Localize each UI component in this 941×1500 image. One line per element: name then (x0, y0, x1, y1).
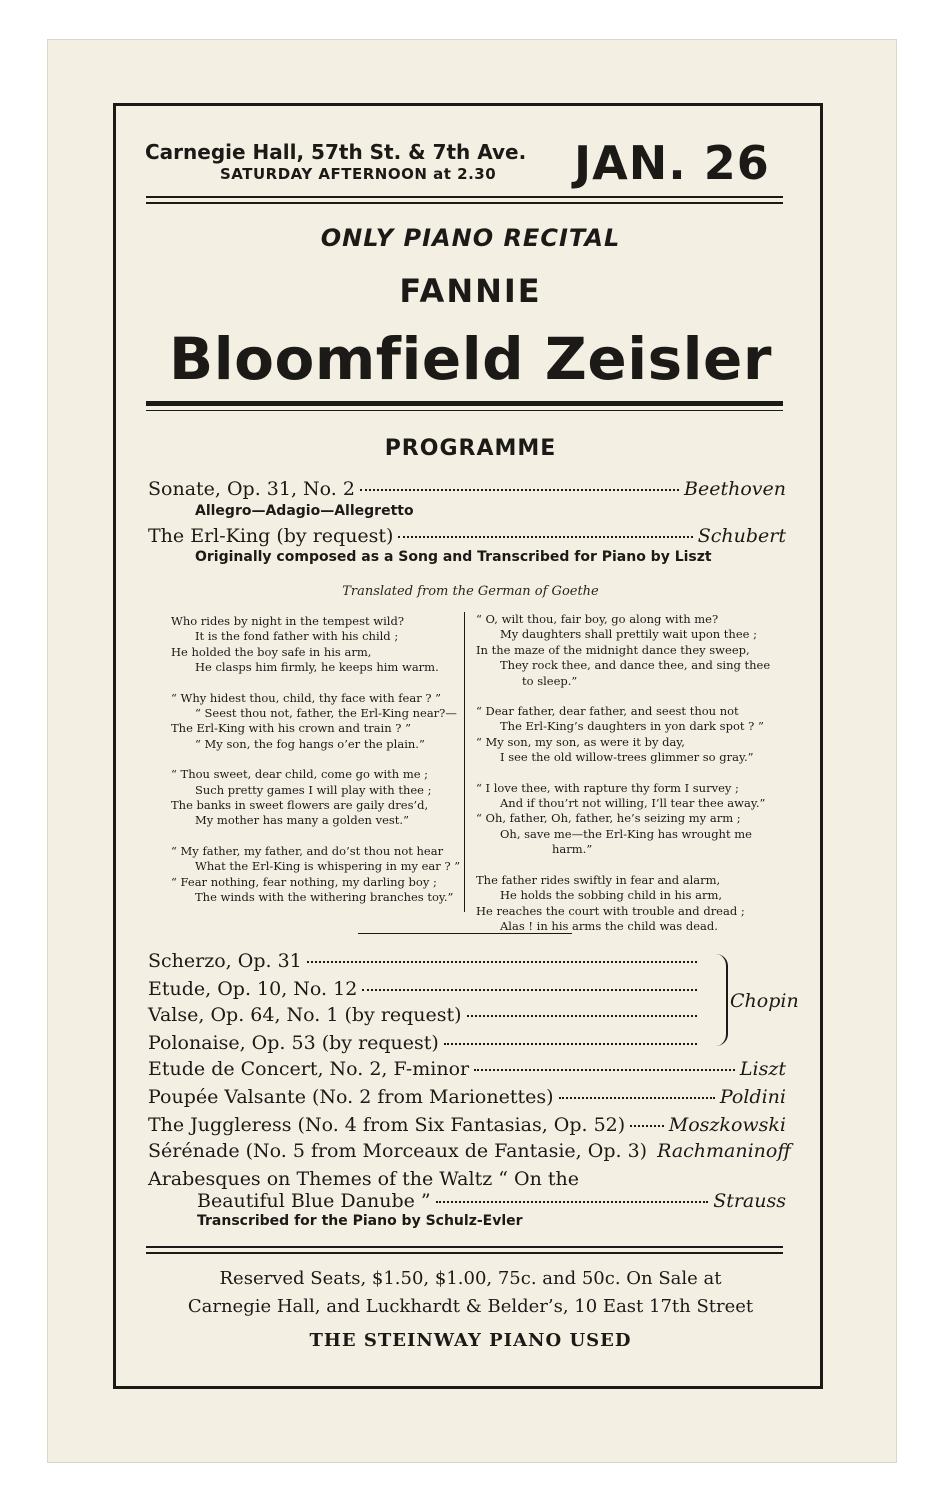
programme-item (148, 950, 702, 972)
performer-name: Bloomfield Zeisler (169, 325, 772, 393)
piece-title-continued: Beautiful Blue Danube ” (197, 1190, 431, 1212)
poem-line: In the maze of the midnight dance they sweep, (476, 642, 750, 657)
poem-line: The father rides swiftly in fear and alarm, (476, 872, 721, 887)
poem-line: I see the old willow-trees glimmer so gray.” (500, 750, 754, 765)
leader-dots (474, 1069, 735, 1071)
poem-line: He holds the sobbing child in his arm, (500, 888, 723, 903)
piece-title: Polonaise, Op. 53 (by request) (148, 1032, 439, 1054)
piece-note: Originally composed as a Song and Transcribed for Piano by Liszt (195, 549, 712, 565)
poem-line: The winds with the withering branches toy.” (195, 890, 454, 905)
programme-item (148, 1114, 786, 1136)
poem-line: “ Dear father, dear father, and seest thou not (476, 704, 739, 719)
piece-title: Valse, Op. 64, No. 1 (by request) (148, 1004, 462, 1026)
poem-line: “ My son, the fog hangs o’er the plain.” (195, 736, 425, 751)
footer-rule-bottom (146, 1252, 783, 1254)
poem-line: “ I love thee, with rapture thy form I survey ; (476, 780, 739, 795)
translation-note: Translated from the German of Goethe (342, 584, 599, 599)
section-divider (358, 933, 572, 934)
poem-line: It is the fond father with his child ; (195, 629, 399, 644)
poem-line: What the Erl-King is whispering in my ear ? ” (195, 859, 461, 874)
leader-dots (630, 1125, 664, 1127)
recital-subtitle: ONLY PIANO RECITAL (320, 224, 621, 252)
poem-line: Such pretty games I will play with thee ; (195, 782, 432, 797)
leader-dots (360, 489, 679, 491)
programme-heading: PROGRAMME (384, 436, 557, 461)
leader-dots (362, 989, 697, 991)
piece-title: Etude de Concert, No. 2, F-minor (148, 1058, 470, 1080)
poem-line: “ Seest thou not, father, the Erl-King near?— (195, 706, 457, 721)
programme-item (197, 1190, 786, 1212)
transcription-note: Transcribed for the Piano by Schulz-Evler (197, 1213, 523, 1229)
composer-name: Rachmaninoff (657, 1140, 791, 1162)
poem-line: “ O, wilt thou, fair boy, go along with me? (476, 612, 719, 626)
poem-line: The Erl-King with his crown and train ? ” (171, 721, 411, 736)
poem-line: “ Oh, father, Oh, father, he’s seizing my arm ; (476, 811, 741, 826)
piece-title: Poupée Valsante (No. 2 from Marionettes) (148, 1086, 554, 1108)
header-rule-bottom (146, 202, 783, 204)
programme-item (148, 478, 786, 500)
poem-right-column (476, 612, 770, 934)
piece-title: Sonate, Op. 31, No. 2 (148, 478, 355, 500)
leader-dots (436, 1201, 709, 1203)
leader-dots (398, 536, 692, 538)
footer-rule-top (146, 1246, 783, 1248)
programme-item (148, 1004, 702, 1026)
poem-line: My mother has many a golden vest.” (195, 813, 409, 828)
time-line: SATURDAY AFTERNOON at 2.30 (220, 165, 497, 183)
ticket-prices: Reserved Seats, $1.50, $1.00, 75c. and 50c. On Sale at (219, 1268, 722, 1289)
composer-name: Liszt (739, 1058, 786, 1080)
piece-title: Etude, Op. 10, No. 12 (148, 978, 358, 1000)
poem-line: “ My father, my father, and do’st thou not hear (171, 843, 444, 858)
programme-item (148, 1140, 791, 1162)
poem-line: to sleep.” (522, 673, 578, 688)
poem-line: My daughters shall prettily wait upon thee ; (500, 627, 757, 642)
poem-line: “ Why hidest thou, child, thy face with fear ? ” (171, 690, 442, 705)
poem-line: They rock thee, and dance thee, and sing thee (500, 658, 771, 673)
poem-line: The banks in sweet flowers are gaily dres’d, (171, 798, 429, 813)
piece-title: Scherzo, Op. 31 (148, 950, 302, 972)
date-headline: JAN. 26 (574, 136, 770, 190)
poem-left-column (171, 614, 460, 906)
leader-dots (559, 1097, 715, 1099)
programme-item (148, 1058, 786, 1080)
performer-first-name: FANNIE (399, 272, 542, 310)
poem-line: “ Fear nothing, fear nothing, my darling boy ; (171, 874, 437, 889)
header-rule-top (146, 196, 783, 198)
title-rule-thin (146, 410, 783, 411)
piece-title: The Erl-King (by request) (148, 525, 394, 547)
title-rule-thick (146, 401, 783, 406)
poem-line: Alas ! in his arms the child was dead. (500, 918, 718, 933)
programme-item (148, 978, 702, 1000)
grouping-brace (712, 954, 728, 1046)
piece-title: Sérénade (No. 5 from Morceaux de Fantasie, Op. 3) (148, 1140, 648, 1162)
piece-title: Arabesques on Themes of the Waltz “ On the (148, 1168, 579, 1190)
piece-movements: Allegro—Adagio—Allegretto (195, 503, 414, 519)
ticket-outlets: Carnegie Hall, and Luckhardt & Belder’s, 10 East 17th Street (187, 1296, 754, 1317)
poem-line: He reaches the court with trouble and dread ; (476, 903, 745, 918)
composer-name: Strauss (713, 1190, 786, 1212)
composer-name: Beethoven (684, 478, 786, 500)
programme-item (148, 1086, 786, 1108)
venue-line: Carnegie Hall, 57th St. & 7th Ave. (145, 140, 527, 164)
poem-line: And if thou’rt not willing, I’ll tear thee away.” (500, 796, 766, 811)
poem-line: Oh, save me—the Erl-King has wrought me (500, 826, 752, 841)
leader-dots (444, 1043, 697, 1045)
poem-line: harm.” (552, 842, 593, 857)
poem-line: The Erl-King’s daughters in yon dark spot ? ” (500, 719, 764, 734)
poem-line: He holded the boy safe in his arm, (171, 644, 372, 659)
programme-item (148, 525, 786, 547)
piano-credit: THE STEINWAY PIANO USED (309, 1330, 632, 1351)
piece-title: The Juggleress (No. 4 from Six Fantasias, Op. 52) (148, 1114, 626, 1136)
leader-dots (307, 961, 697, 963)
poem-line: He clasps him firmly, he keeps him warm. (195, 660, 439, 675)
composer-name: Poldini (719, 1086, 786, 1108)
poem-line: “ Thou sweet, dear child, come go with me ; (171, 767, 429, 782)
composer-name: Chopin (730, 990, 799, 1012)
poem-divider (464, 612, 465, 912)
programme-item (148, 1032, 702, 1054)
poem-line: “ My son, my son, as were it by day, (476, 734, 685, 749)
composer-name: Moszkowski (668, 1114, 786, 1136)
leader-dots (467, 1015, 697, 1017)
poem-line: Who rides by night in the tempest wild? (171, 614, 404, 628)
composer-name: Schubert (697, 525, 786, 547)
